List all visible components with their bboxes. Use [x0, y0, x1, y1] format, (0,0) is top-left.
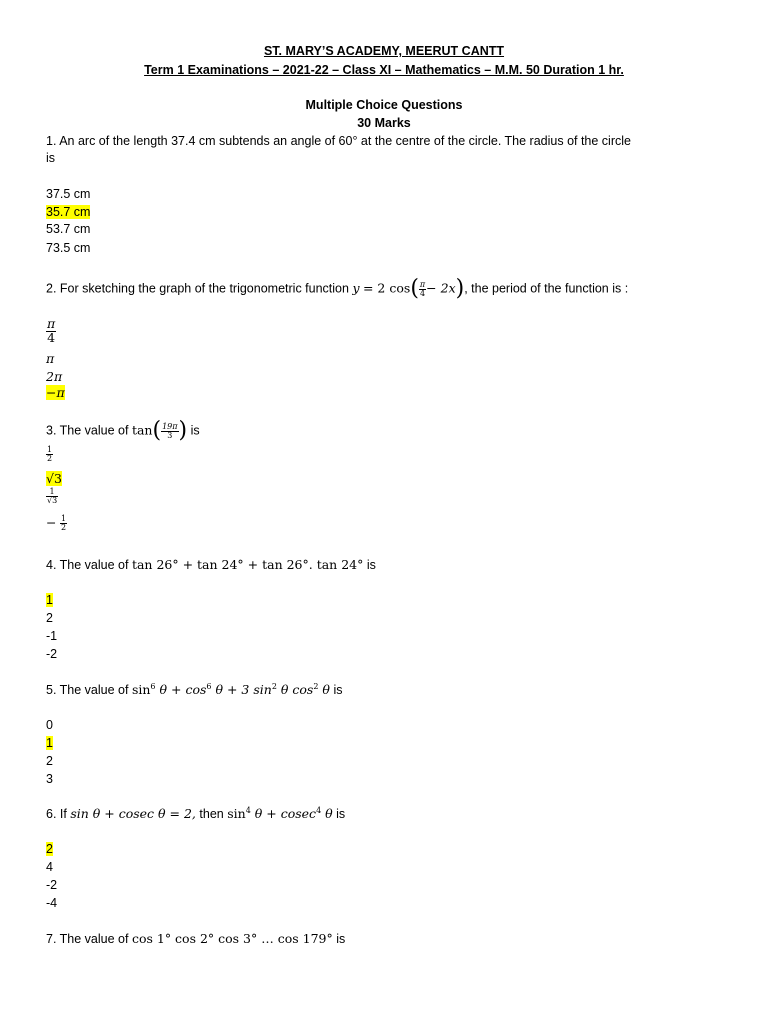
question-3-option-1 [46, 446, 53, 463]
question-4-option-3: -1 [46, 629, 58, 643]
question-3-text-after: is [190, 423, 200, 438]
question-5-option-2 [46, 735, 53, 751]
question-3-option-4-fraction [60, 515, 67, 532]
question-5-math [132, 682, 330, 697]
question-3-option-4 [46, 515, 67, 532]
question-2-close-paren: ) [455, 276, 465, 301]
question-2-frac-den: 4 [419, 288, 426, 298]
question-3 [46, 420, 200, 442]
question-6 [46, 806, 345, 821]
question-2-option-1-num: π [47, 316, 56, 331]
question-3-frac-den: 3 [167, 430, 173, 440]
question-1-option-2-text: 35.7 cm [46, 205, 91, 219]
question-2-option-1-fraction [46, 318, 56, 344]
question-3-close-paren: ) [178, 418, 188, 443]
school-name-text: ST. MARY’S ACADEMY, MEERUT CANTT [263, 44, 505, 58]
question-1-option-4: 73.5 cm [46, 241, 91, 255]
question-3-math-tan: tan [131, 422, 153, 438]
section-title: Multiple Choice Questions [305, 98, 463, 112]
question-2-text: 2. For sketching the graph of the trigonometric function [46, 281, 349, 296]
question-3-text: 3. The value of [46, 423, 129, 438]
question-6-option-3: -2 [46, 878, 58, 892]
question-6-option-4: -4 [46, 896, 58, 910]
question-2-option-1-den: 4 [47, 329, 56, 345]
question-2-open-paren: ( [410, 276, 419, 301]
question-5 [46, 682, 342, 697]
school-name [0, 44, 768, 58]
question-5-math-a: θ + cos [159, 682, 207, 698]
question-6-math-a: sin θ + cosec θ = 2, [70, 806, 196, 822]
question-4-text: 4. The value of [46, 558, 129, 572]
question-2-option-1 [46, 318, 56, 344]
question-5-math-p1: 6 [150, 682, 156, 691]
question-4-option-1 [46, 592, 53, 608]
question-3-option-1-fraction [46, 446, 53, 463]
question-5-text: 5. The value of [46, 683, 129, 698]
question-1-line1: 1. An arc of the length 37.4 cm subtends an angle of 60° at the centre of the circle. The radius of the circle [46, 134, 631, 148]
question-6-math-expr [227, 806, 332, 821]
question-5-option-1: 0 [46, 718, 53, 732]
question-3-option-1-num: 1 [47, 445, 53, 455]
question-4-math: tan 26° + tan 24° + tan 26°. tan 24° [131, 557, 364, 572]
question-1-option-3: 53.7 cm [46, 222, 91, 236]
question-5-math-p2: 6 [206, 682, 212, 691]
question-5-option-3: 2 [46, 754, 53, 768]
question-4 [46, 557, 376, 572]
question-3-option-1-den: 2 [47, 454, 53, 464]
question-6-text: 6. If [46, 807, 67, 822]
question-2-frac-num: π [419, 279, 426, 289]
question-5-math-b: θ + 3 sin [215, 682, 272, 698]
question-4-option-4: -2 [46, 647, 58, 661]
question-4-text-after: is [366, 558, 376, 572]
question-3-option-2 [46, 471, 62, 487]
question-3-option-4-sign: − [46, 515, 57, 530]
question-3-option-3 [46, 488, 58, 505]
question-2-option-3: 2π [46, 369, 63, 384]
question-7-math: cos 1° cos 2° cos 3° … cos 179° [131, 931, 333, 946]
question-7-text: 7. The value of [46, 932, 129, 946]
question-6-option-2: 4 [46, 860, 53, 874]
question-3-fraction [161, 423, 178, 440]
question-3-option-3-den: √3 [47, 496, 58, 506]
question-5-math-sin: sin [131, 682, 151, 698]
section-marks: 30 Marks [357, 116, 411, 130]
question-5-option-4: 3 [46, 772, 53, 786]
question-5-math-c: θ cos [280, 682, 314, 698]
question-3-option-4-num: 1 [60, 514, 67, 524]
question-3-option-2-text: √3 [46, 471, 62, 486]
question-7-text-after: is [336, 932, 346, 946]
question-2-text-after: , the period of the function is : [464, 281, 629, 296]
question-6-math-c: θ + cosec [254, 806, 317, 822]
question-3-option-3-num: 1 [46, 488, 58, 497]
question-6-math-p1: 4 [245, 806, 251, 815]
question-5-text-after: is [333, 683, 343, 698]
question-5-math-d: θ [322, 682, 330, 698]
exam-info [0, 63, 768, 77]
question-2-math-y: y [352, 280, 360, 296]
question-3-frac-num: 19π [162, 421, 178, 431]
question-7 [46, 931, 345, 946]
question-6-math-b: sin [227, 806, 246, 822]
question-6-text-mid: then [199, 807, 224, 822]
question-6-option-1-text: 2 [46, 842, 53, 856]
question-2-option-4-text: −π [46, 385, 65, 400]
question-3-option-4-den: 2 [60, 523, 67, 533]
question-5-option-2-text: 1 [46, 736, 53, 750]
question-2-math-eq: = 2 cos [362, 280, 411, 296]
question-4-option-2: 2 [46, 611, 53, 625]
exam-info-text: Term 1 Examinations – 2021-22 – Class XI – Mathematics – M.M. 50 Duration 1 hr. [144, 63, 624, 77]
question-1-line2: is [46, 151, 56, 165]
question-6-text-after: is [336, 807, 346, 822]
question-1-option-1: 37.5 cm [46, 187, 91, 201]
question-6-option-1 [46, 841, 53, 857]
question-5-math-p3: 2 [271, 682, 277, 691]
question-6-math-p2: 4 [316, 806, 322, 815]
question-2-option-2: π [46, 351, 55, 366]
question-4-option-1-text: 1 [46, 593, 53, 607]
question-5-math-p4: 2 [313, 682, 319, 691]
question-2-option-4 [46, 385, 65, 401]
question-2 [46, 278, 628, 300]
question-3-option-3-fraction [46, 488, 58, 505]
question-1-option-2 [46, 204, 90, 220]
question-6-math-d: θ [325, 806, 333, 822]
question-2-math-minus: − 2x [426, 280, 456, 296]
question-3-open-paren: ( [152, 418, 162, 443]
